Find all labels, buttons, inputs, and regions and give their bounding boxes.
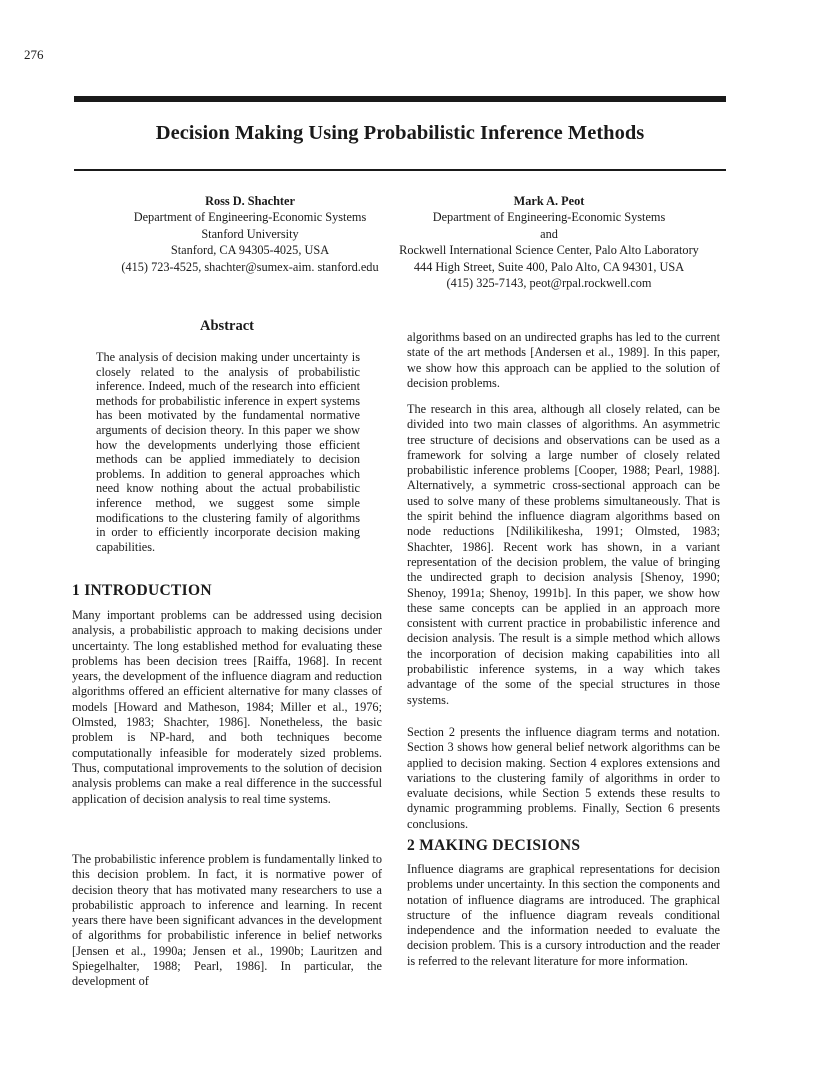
author-address-line: 444 High Street, Suite 400, Palo Alto, CA 94301, USA xyxy=(413,259,685,274)
author-contact-line: (415) 325-7143, peot@rpal.rockwell.com xyxy=(446,276,652,291)
abstract-text: The analysis of decision making under uncertainty is closely related to the analysis of probabilistic inference. Indeed, much of the research into efficient methods for probabilistic inference in expert systems has been motivated by the fundamental normative arguments of decision theory. In this paper we show how the developments underlying those efficient methods can be applied immediately to decision problems. In addition to general approaches which need know nothing about the actual probabilistic inference method, we suggest some simple modifications to the clustering family of algorithms in order to efficiently incorporate decision making capabilities. xyxy=(96,350,360,554)
author-name: Ross D. Shachter xyxy=(205,194,295,208)
page-number: 276 xyxy=(24,47,44,62)
author-affiliation-line: Stanford University xyxy=(201,226,299,241)
author-address-line: Stanford, CA 94305-4025, USA xyxy=(170,243,330,258)
author-block-peot xyxy=(378,193,720,291)
author-affiliation-line: Department of Engineering-Economic Systems xyxy=(133,210,367,225)
author-affiliation-line: Rockwell International Science Center, Palo Alto Laboratory xyxy=(399,243,699,258)
author-contact-line: (415) 723-4525, shachter@sumex-aim. stanford.edu xyxy=(121,259,379,274)
title-top-rule xyxy=(74,96,726,102)
author-affiliation-line: and xyxy=(540,226,558,241)
body-paragraph: The research in this area, although all closely related, can be divided into two main classes of algorithms. An asymmetric tree structure of decisions and observations can be used as a framework for solving a large number of closely related probabilistic inference problems [Cooper, 1988; Pearl, 1988]. Alternatively, a symmetric cross-sectional approach can be used to solve many of these problems simultaneously. That is the spirit behind the influence diagram algorithms based on node reductions [Ndilikilikesha, 1991; Olmsted, 1983; Shachter, 1986]. Recent work has shown, in a variant representation of the decision problem, the value of bringing the undirected graph to decision analysis [Shenoy, 1990; Shenoy, 1991a; Shenoy, 1991b]. In this paper, we show how these same concepts can be applied in an approach more consistent with current practice in probabilistic inference and decision analysis. The result is a simple method which allows the incorporation of decision making capabilities into all probabilistic inference systems, in a way which takes advantage of the some of the special structures in those systems. xyxy=(407,402,720,707)
section-heading-introduction: 1 INTRODUCTION xyxy=(72,582,212,599)
title-bottom-rule xyxy=(74,169,726,171)
author-block-shachter xyxy=(70,193,430,275)
body-paragraph: Influence diagrams are graphical representations for decision problems under uncertainty. In this section the components and notation of influence diagrams are introduced. The graphical structure of the influence diagram reveals conditional independence and the information needed to evaluate the decision problem. This is a cursory introduction and the reader is referred to the relevant literature for more information. xyxy=(407,862,720,968)
paper-title: Decision Making Using Probabilistic Inference Methods xyxy=(155,122,645,144)
body-paragraph: Many important problems can be addressed using decision analysis, a probabilistic approach to making decisions under uncertainty. The long established method for evaluating these problems has been decision trees [Raiffa, 1968]. In recent years, the development of the influence diagram and reduction algorithms offered an efficient alternative for many classes of models [Howard and Matheson, 1984; Miller et al., 1976; Olmsted, 1983; Shachter, 1986]. Nonetheless, the basic problem is NP-hard, and both techniques become computationally infeasible for moderately sized problems. Thus, computational improvements to the solution of decision analysis problems can make a real difference in the successful application of decision analysis to real time systems. xyxy=(72,608,382,806)
abstract-heading: Abstract xyxy=(200,318,254,334)
body-paragraph: Section 2 presents the influence diagram terms and notation. Section 3 shows how general belief network algorithms can be applied to decision making. Section 4 explores extensions and variations to the clustering family of algorithms in order to evaluate decisions, while Section 5 extends these results to dynamic programming problems. Finally, Section 6 presents conclusions. xyxy=(407,725,720,831)
author-name: Mark A. Peot xyxy=(513,194,585,208)
author-affiliation-line: Department of Engineering-Economic Systems xyxy=(432,210,666,225)
body-paragraph: The probabilistic inference problem is fundamentally linked to this decision problem. In fact, it is normative power of decision theory that has motivated many researchers to use a probabilistic approach to inference and learning. In recent years there have been significant advances in the development of algorithms for probabilistic inference in belief networks [Jensen et al., 1990a; Jensen et al., 1990b; Lauritzen and Spiegelhalter, 1988; Pearl, 1986]. In particular, the development of xyxy=(72,852,382,989)
body-paragraph: algorithms based on an undirected graphs has led to the current state of the art methods [Andersen et al., 1989]. In this paper, we show how this approach can be applied to the solution of decision problems. xyxy=(407,330,720,390)
section-heading-making-decisions: 2 MAKING DECISIONS xyxy=(407,837,581,854)
